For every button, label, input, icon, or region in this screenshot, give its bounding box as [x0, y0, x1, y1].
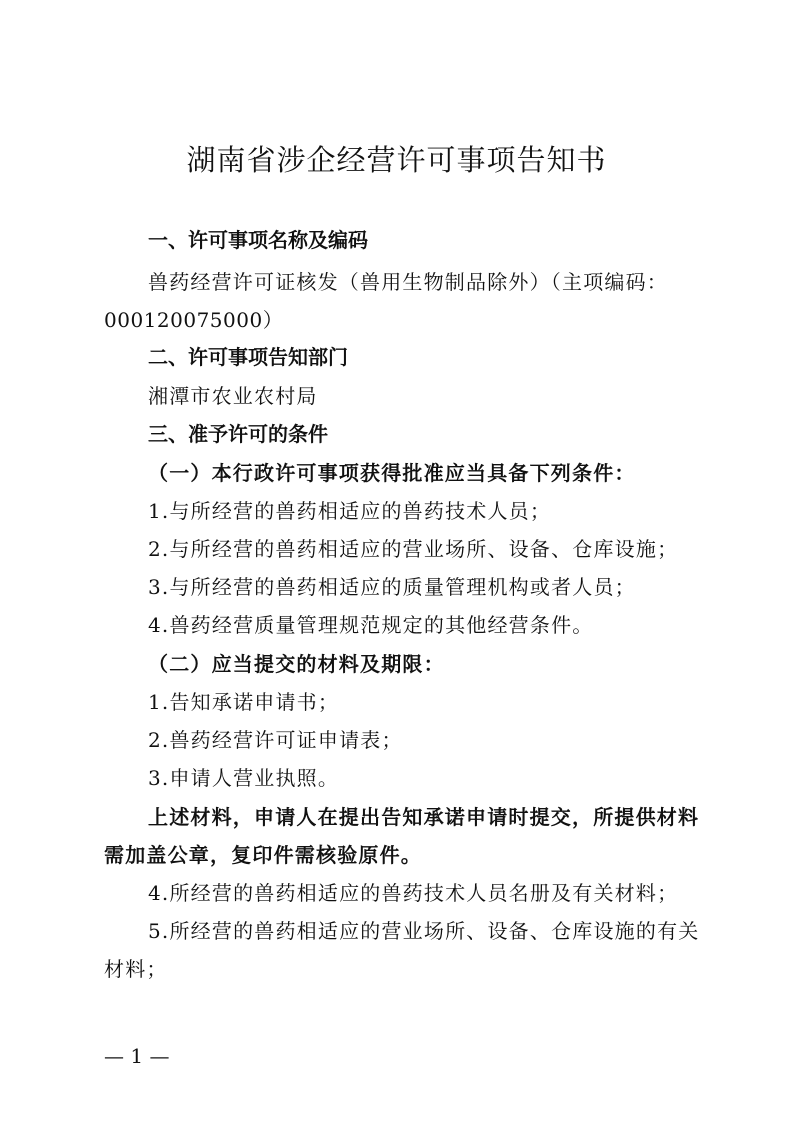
section3-heading: 三、准予许可的条件 [148, 422, 328, 446]
section1-heading: 一、许可事项名称及编码 [148, 228, 368, 252]
material-item: 3.申请人营业执照。 [148, 766, 340, 790]
item-name-line1: 兽药经营许可证核发（兽用生物制品除外）（主项编码： [148, 270, 668, 294]
section2-heading: 二、许可事项告知部门 [148, 345, 348, 369]
note-paragraph-line2: 需加盖公章，复印件需核验原件。 [104, 843, 422, 867]
condition-item: 3.与所经营的兽药相适应的质量管理机构或者人员； [148, 575, 636, 599]
condition-item: 4.兽药经营质量管理规范规定的其他经营条件。 [148, 613, 594, 637]
material-item: 4.所经营的兽药相适应的兽药技术人员名册及有关材料； [148, 881, 679, 905]
subsection2-heading: （二）应当提交的材料及期限： [148, 652, 445, 676]
condition-item: 1.与所经营的兽药相适应的兽药技术人员； [148, 499, 552, 523]
material-item: 2.兽药经营许可证申请表； [148, 728, 403, 752]
subsection1-heading: （一）本行政许可事项获得批准应当具备下列条件： [148, 461, 636, 485]
item-code-line2: 000120075000） [104, 308, 284, 332]
material-item: 1.告知承诺申请书； [148, 690, 340, 714]
note-paragraph-line1: 上述材料，申请人在提出告知承诺申请时提交，所提供材料 [148, 805, 700, 829]
condition-item: 2.与所经营的兽药相适应的营业场所、设备、仓库设施； [148, 537, 679, 561]
material-item-continuation: 材料； [104, 957, 168, 981]
document-title: 湖南省涉企经营许可事项告知书 [186, 143, 607, 177]
department-name: 湘潭市农业农村局 [148, 384, 318, 408]
material-item: 5.所经营的兽药相适应的营业场所、设备、仓库设施的有关 [148, 919, 700, 943]
page-number: — 1 — [104, 1044, 170, 1068]
